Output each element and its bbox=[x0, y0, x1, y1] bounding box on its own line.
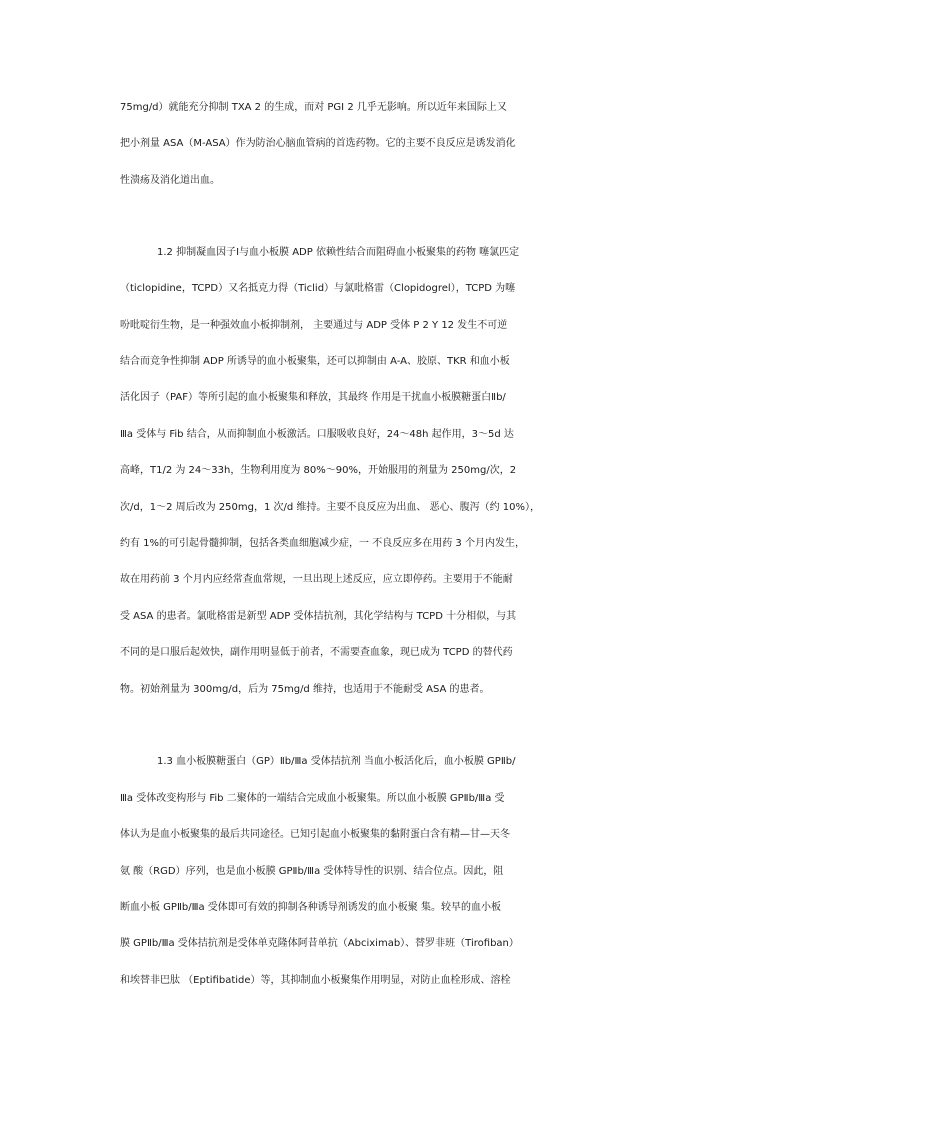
text-line: （ticlopidine，TCPD）又名抵克力得（Ticlid）与氯吡格雷（Clopidogrel），TCPD 为噻 bbox=[120, 283, 516, 294]
text-line: 1.2 抑制凝血因子Ⅰ与血小板膜 ADP 依赖性结合而阻碍血小板聚集的药物 噻氯匹定 bbox=[157, 247, 520, 258]
text-line: 物。初始剂量为 300mg/d，后为 75mg/d 维持，也适用于不能耐受 ASA 的患者。 bbox=[120, 684, 490, 695]
text-line: Ⅲa 受体改变构形与 Fib 二聚体的一端结合完成血小板聚集。所以血小板膜 GPⅡb/Ⅲa 受 bbox=[120, 793, 505, 804]
text-line: 1.3 血小板膜糖蛋白（GP）Ⅱb/Ⅲa 受体拮抗剂 当血小板活化后，血小板膜 GPⅡb/ bbox=[157, 756, 516, 767]
text-line: 高峰，T1/2 为 24～33h，生物利用度为 80%～90%，开始服用的剂量为 250mg/次，2 bbox=[120, 465, 517, 476]
text-line: 故在用药前 3 个月内应经常查血常规，一旦出现上述反应，应立即停药。主要用于不能耐 bbox=[120, 574, 513, 585]
text-line: 体认为是血小板聚集的最后共同途径。已知引起血小板聚集的黏附蛋白含有精—甘—天冬 bbox=[120, 829, 510, 840]
text-line: 氨 酸（RGD）序列，也是血小板膜 GPⅡb/Ⅲa 受体特导性的识别、结合位点。因此，阻 bbox=[120, 866, 504, 877]
text-line: 75mg/d）就能充分抑制 TXA 2 的生成，而对 PGI 2 几乎无影响。所以近年来国际上又 bbox=[120, 102, 507, 113]
text-line: 性溃疡及消化道出血。 bbox=[120, 175, 220, 186]
text-line: 活化因子（PAF）等所引起的血小板聚集和释放，其最终 作用是干扰血小板膜糖蛋白Ⅱb/ bbox=[120, 392, 506, 403]
text-line: 膜 GPⅡb/Ⅲa 受体拮抗剂是受体单克隆体阿昔单抗（Abciximab）、替罗非班（Tirofiban） bbox=[120, 938, 519, 949]
text-line: 约有 1%的可引起骨髓抑制，包括各类血细胞减少症，一 不良反应多在用药 3 个月内发生， bbox=[120, 538, 525, 549]
text-line: 次/d，1～2 周后改为 250mg，1 次/d 维持。主要不良反应为出血、 恶心、腹泻（约 10%）， bbox=[120, 502, 540, 513]
text-line: 受 ASA 的患者。氯吡格雷是新型 ADP 受体拮抗剂，其化学结构与 TCPD 十分相似，与其 bbox=[120, 611, 517, 622]
text-line: 结合而竞争性抑制 ADP 所诱导的血小板聚集，还可以抑制由 A-A、胶原、TKR 和血小板 bbox=[120, 356, 510, 367]
text-line: 断血小板 GPⅡb/Ⅲa 受体即可有效的抑制各种诱导剂诱发的血小板聚 集。较早的血小板 bbox=[120, 902, 501, 913]
text-line: 把小剂量 ASA（M-ASA）作为防治心脑血管病的首选药物。它的主要不良反应是诱发消化 bbox=[120, 138, 516, 149]
text-line: 不同的是口服后起效快，副作用明显低于前者，不需要查血象，现已成为 TCPD 的替代药 bbox=[120, 647, 513, 658]
text-line: Ⅲa 受体与 Fib 结合，从而抑制血小板激活。口服吸收良好，24～48h 起作用，3～5d 达 bbox=[120, 429, 514, 440]
text-line: 和埃替非巴肽 （Eptifibatide）等，其抑制血小板聚集作用明显，对防止血栓形成、溶栓 bbox=[120, 975, 511, 986]
text-line: 吩吡啶衍生物，是一种强效血小板抑制剂， 主要通过与 ADP 受体 P 2 Y 12 发生不可逆 bbox=[120, 320, 508, 331]
